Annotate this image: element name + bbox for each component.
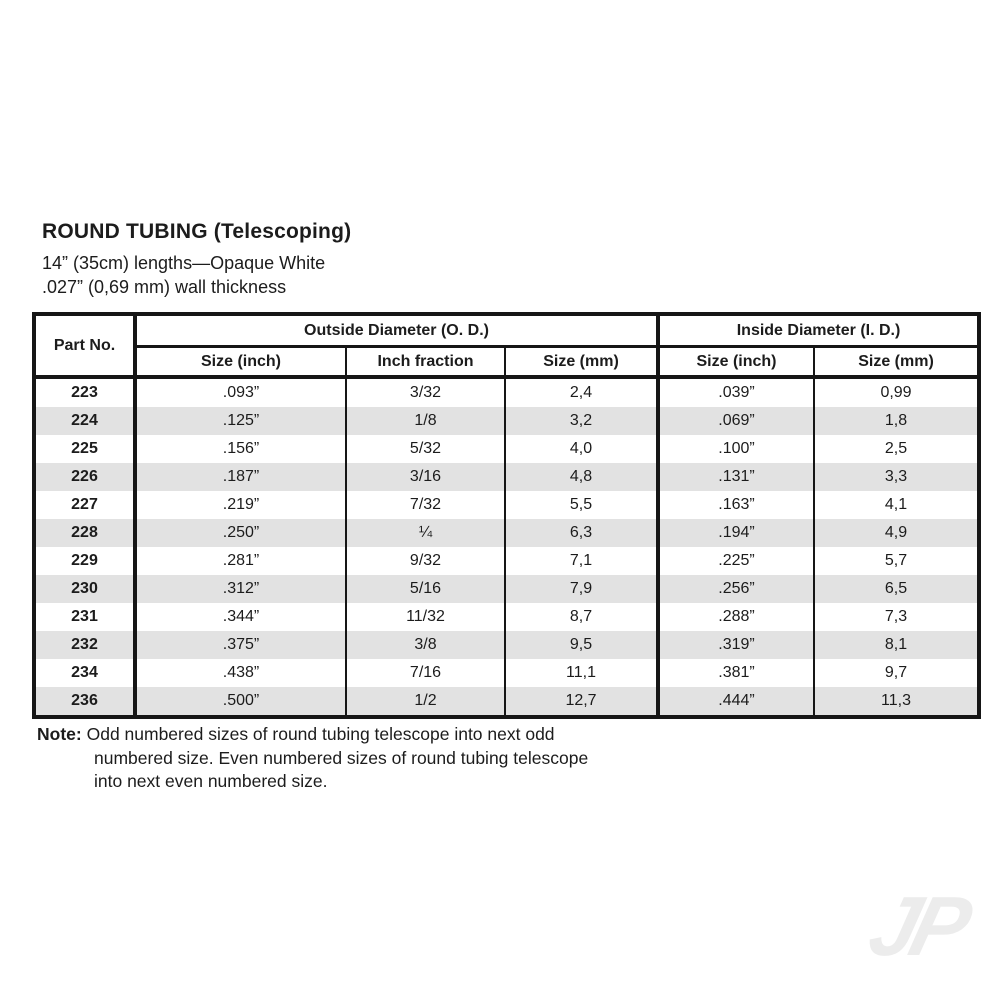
cell-part-no: 230 <box>71 580 98 597</box>
cell-id-size-inch: .225” <box>658 547 814 575</box>
cell-id-size-inch: .100” <box>658 435 814 463</box>
table-row <box>34 491 979 519</box>
note-line-1 <box>37 723 677 747</box>
cell-id-size-mm: 11,3 <box>814 687 979 717</box>
cell-part-no: 232 <box>71 636 98 653</box>
cell-od-inch-fraction: 1/8 <box>346 407 505 435</box>
cell-id-size-inch: .319” <box>658 631 814 659</box>
note-label: Note: <box>37 724 82 744</box>
cell-part-no: 226 <box>71 468 98 485</box>
table-row <box>34 575 979 603</box>
column-header-od-inch-fraction: Inch fraction <box>346 347 505 378</box>
cell-id-size-mm: 4,9 <box>814 519 979 547</box>
table-row <box>34 547 979 575</box>
note-text-2: numbered size. Even numbered sizes of round tubing telescope <box>94 747 589 768</box>
group-header-inside-diameter: Inside Diameter (I. D.) <box>658 314 979 347</box>
cell-part-no: 223 <box>71 384 98 401</box>
cell-id-size-mm: 6,5 <box>814 575 979 603</box>
cell-od-size-inch: .125” <box>135 407 346 435</box>
cell-part-no: 227 <box>71 496 98 513</box>
cell-part-no: 234 <box>71 664 98 681</box>
cell-od-size-mm: 7,1 <box>505 547 658 575</box>
cell-part-no: 229 <box>71 552 98 569</box>
table-row <box>34 407 979 435</box>
cell-od-size-mm: 6,3 <box>505 519 658 547</box>
table-row <box>34 435 979 463</box>
cell-od-size-inch: .219” <box>135 491 346 519</box>
table-row <box>34 377 979 407</box>
header-group-row <box>34 314 979 347</box>
cell-od-inch-fraction: 9/32 <box>346 547 505 575</box>
cell-od-size-mm: 8,7 <box>505 603 658 631</box>
cell-id-size-inch: .444” <box>658 687 814 717</box>
cell-od-inch-fraction: 3/32 <box>346 377 505 407</box>
note-text-3: into next even numbered size. <box>94 771 328 791</box>
cell-id-size-inch: .131” <box>658 463 814 491</box>
cell-od-inch-fraction: 7/32 <box>346 491 505 519</box>
table-row <box>34 463 979 491</box>
cell-id-size-inch: .381” <box>658 659 814 687</box>
subtitle-line-2: .027” (0,69 mm) wall thickness <box>42 277 287 297</box>
page-title: ROUND TUBING (Telescoping) <box>42 220 352 243</box>
cell-id-size-mm: 7,3 <box>814 603 979 631</box>
cell-id-size-inch: .288” <box>658 603 814 631</box>
cell-id-size-inch: .163” <box>658 491 814 519</box>
note-block <box>37 723 677 794</box>
cell-od-inch-fraction: 3/16 <box>346 463 505 491</box>
cell-od-inch-fraction: 11/32 <box>346 603 505 631</box>
column-header-od-size-mm: Size (mm) <box>505 347 658 378</box>
cell-od-inch-fraction: ¼ <box>346 519 505 547</box>
cell-id-size-mm: 8,1 <box>814 631 979 659</box>
cell-od-size-inch: .438” <box>135 659 346 687</box>
cell-part-no: 236 <box>71 692 98 709</box>
cell-id-size-mm: 3,3 <box>814 463 979 491</box>
table-row <box>34 659 979 687</box>
cell-part-no: 225 <box>71 440 98 457</box>
table-row <box>34 687 979 717</box>
cell-od-size-inch: .250” <box>135 519 346 547</box>
subtitle-line-1: 14” (35cm) lengths—Opaque White <box>42 253 326 273</box>
cell-od-size-mm: 11,1 <box>505 659 658 687</box>
cell-od-size-inch: .156” <box>135 435 346 463</box>
cell-od-size-mm: 5,5 <box>505 491 658 519</box>
cell-od-size-inch: .344” <box>135 603 346 631</box>
table-row <box>34 631 979 659</box>
cell-od-size-mm: 3,2 <box>505 407 658 435</box>
cell-id-size-inch: .194” <box>658 519 814 547</box>
cell-od-size-inch: .093” <box>135 377 346 407</box>
cell-id-size-mm: 9,7 <box>814 659 979 687</box>
cell-od-inch-fraction: 3/8 <box>346 631 505 659</box>
table-body <box>34 377 979 717</box>
column-header-id-size-inch: Size (inch) <box>658 347 814 378</box>
cell-od-size-mm: 7,9 <box>505 575 658 603</box>
cell-od-size-mm: 4,0 <box>505 435 658 463</box>
cell-id-size-mm: 5,7 <box>814 547 979 575</box>
cell-id-size-mm: 4,1 <box>814 491 979 519</box>
cell-id-size-inch: .039” <box>658 377 814 407</box>
group-header-outside-diameter: Outside Diameter (O. D.) <box>135 314 658 347</box>
cell-id-size-inch: .256” <box>658 575 814 603</box>
jp-logo-watermark: JP <box>860 879 975 973</box>
cell-od-inch-fraction: 1/2 <box>346 687 505 717</box>
column-header-od-size-inch: Size (inch) <box>135 347 346 378</box>
cell-od-inch-fraction: 7/16 <box>346 659 505 687</box>
table-row <box>34 603 979 631</box>
cell-od-size-inch: .312” <box>135 575 346 603</box>
cell-part-no: 231 <box>71 608 98 625</box>
cell-part-no: 228 <box>71 524 98 541</box>
cell-od-size-mm: 12,7 <box>505 687 658 717</box>
cell-part-no: 224 <box>71 412 98 429</box>
cell-od-inch-fraction: 5/16 <box>346 575 505 603</box>
table-row <box>34 519 979 547</box>
cell-od-inch-fraction: 5/32 <box>346 435 505 463</box>
cell-od-size-inch: .281” <box>135 547 346 575</box>
cell-id-size-inch: .069” <box>658 407 814 435</box>
cell-id-size-mm: 1,8 <box>814 407 979 435</box>
tubing-spec-table <box>32 312 981 719</box>
cell-id-size-mm: 2,5 <box>814 435 979 463</box>
header-sub-row <box>34 347 979 378</box>
cell-od-size-inch: .375” <box>135 631 346 659</box>
cell-od-size-mm: 4,8 <box>505 463 658 491</box>
column-header-part-no: Part No. <box>34 314 135 377</box>
title-block <box>42 220 351 299</box>
cell-od-size-mm: 9,5 <box>505 631 658 659</box>
cell-id-size-mm: 0,99 <box>814 377 979 407</box>
cell-od-size-inch: .187” <box>135 463 346 491</box>
note-text-1: Odd numbered sizes of round tubing telescope into next odd <box>86 724 555 744</box>
column-header-id-size-mm: Size (mm) <box>814 347 979 378</box>
cell-od-size-inch: .500” <box>135 687 346 717</box>
cell-od-size-mm: 2,4 <box>505 377 658 407</box>
